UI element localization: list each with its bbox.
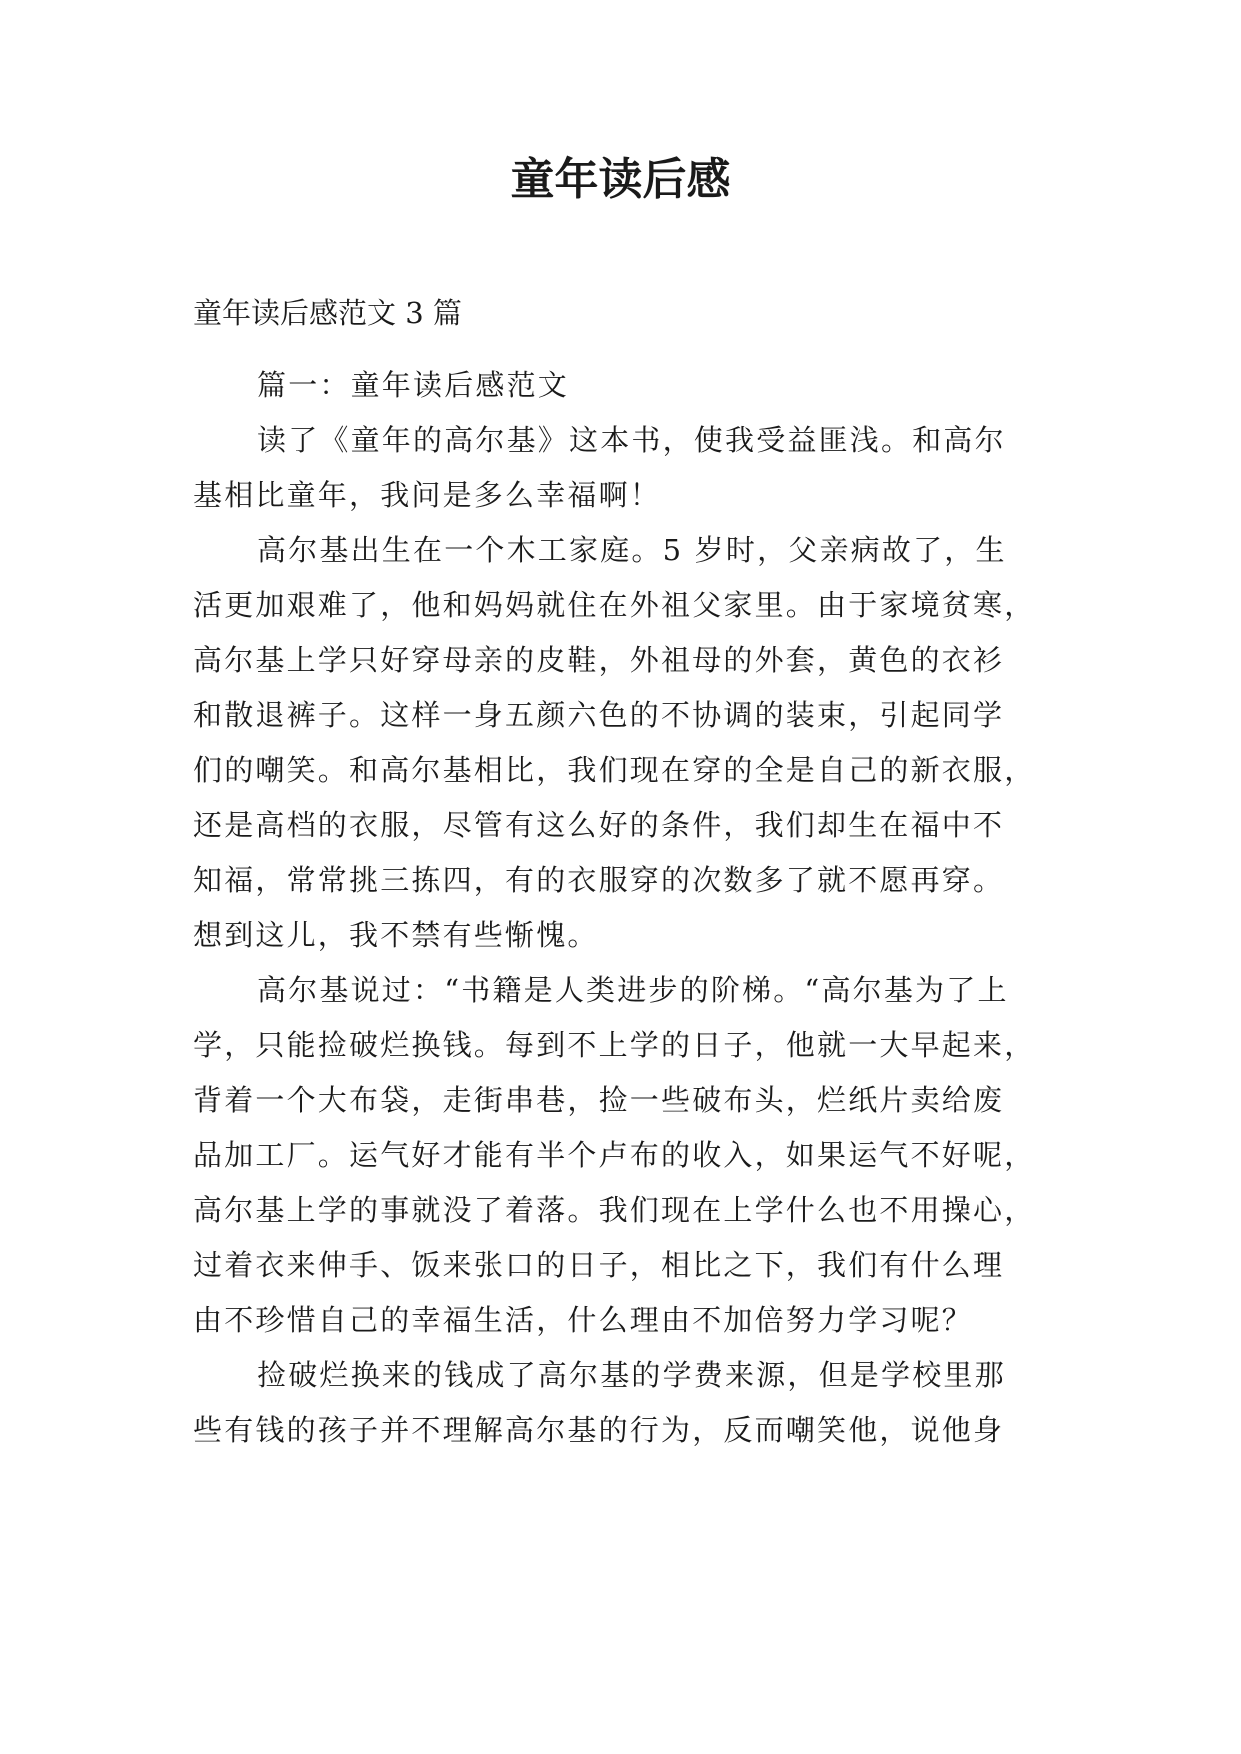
text-line: 高尔基上学只好穿母亲的皮鞋，外祖母的外套，黄色的衣衫 bbox=[193, 643, 1005, 677]
text-line: 想到这儿，我不禁有些惭愧。 bbox=[193, 918, 599, 952]
text-line: 由不珍惜自己的幸福生活，什么理由不加倍努力学习呢？ bbox=[193, 1303, 974, 1337]
text-line: 高尔基出生在一个木工家庭。5 岁时，父亲病故了，生 bbox=[257, 533, 1007, 567]
document-title: 童年读后感 bbox=[510, 154, 731, 205]
text-line: 高尔基说过：“书籍是人类进步的阶梯。“高尔基为了上 bbox=[257, 973, 1009, 1007]
text-line: 基相比童年，我问是多么幸福啊！ bbox=[193, 478, 662, 512]
text-line: 过着衣来伸手、饭来张口的日子，相比之下，我们有什么理 bbox=[193, 1248, 1005, 1282]
text-line: 品加工厂。运气好才能有半个卢布的收入，如果运气不好呢， bbox=[193, 1138, 1036, 1172]
text-line: 些有钱的孩子并不理解高尔基的行为，反而嘲笑他，说他身 bbox=[193, 1413, 1005, 1447]
text-line: 知福，常常挑三拣四，有的衣服穿的次数多了就不愿再穿。 bbox=[193, 863, 1005, 897]
text-line: 读了《童年的高尔基》这本书，使我受益匪浅。和高尔 bbox=[257, 423, 1006, 457]
text-line: 活更加艰难了，他和妈妈就住在外祖父家里。由于家境贫寒， bbox=[193, 588, 1036, 622]
text-line: 捡破烂换来的钱成了高尔基的学费来源，但是学校里那 bbox=[257, 1358, 1006, 1392]
text-line: 高尔基上学的事就没了着落。我们现在上学什么也不用操心， bbox=[193, 1193, 1036, 1227]
document-subtitle: 童年读后感范文 3 篇 bbox=[193, 296, 462, 330]
text-line: 和散退裤子。这样一身五颜六色的不协调的装束，引起同学 bbox=[193, 698, 1005, 732]
text-line: 们的嘲笑。和高尔基相比，我们现在穿的全是自己的新衣服， bbox=[193, 753, 1036, 787]
section-heading: 篇一：童年读后感范文 bbox=[257, 368, 570, 402]
text-line: 学，只能捡破烂换钱。每到不上学的日子，他就一大早起来， bbox=[193, 1028, 1036, 1062]
text-line: 还是高档的衣服，尽管有这么好的条件，我们却生在福中不 bbox=[193, 808, 1005, 842]
text-line: 背着一个大布袋，走街串巷，捡一些破布头，烂纸片卖给废 bbox=[193, 1083, 1005, 1117]
